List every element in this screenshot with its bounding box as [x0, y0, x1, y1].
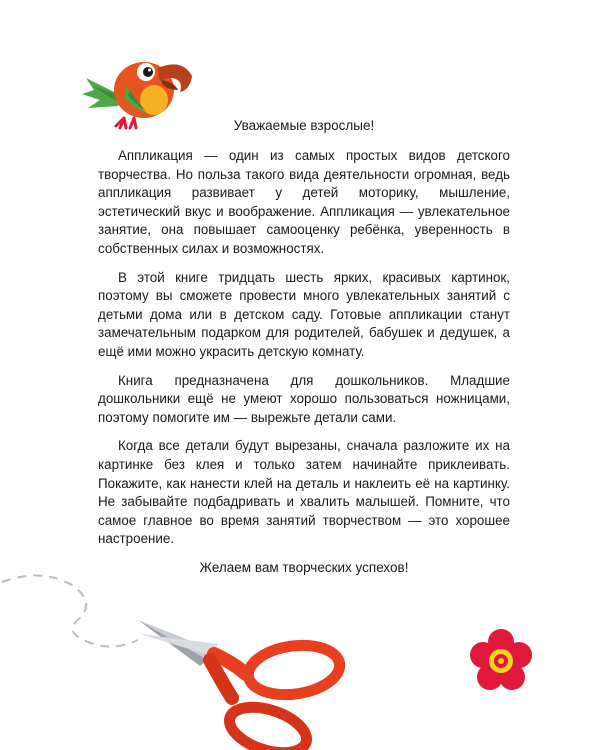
paragraph-1: Аппликация — один из самых простых видов детского творчества. Но польза такого вида деятельности огромная, ведь аппликация развивает у детей моторику, мышление, эстетический вкус и воображение. Аппликация — увлекательное занятие, она повышает самооценку ребёнка, уверенность в собственных силах и возможностях. [98, 148, 510, 256]
closing-line: Желаем вам творческих успехов! [199, 559, 409, 575]
text-block [98, 117, 510, 577]
paragraph-3: Книга предназначена для дошкольников. Младшие дошкольники ещё не умеют хорошо пользоваться ножницами, поэтому помогите им — вырежьте детали сами. [98, 372, 510, 425]
paragraph-4: Когда все детали будут вырезаны, сначала разложите их на картинке без клея и только затем начинайте приклеивать. Покажите, как нанести клей на деталь и наклеить её на картинку. Не забывайте подбадривать и хвалить малышей. Помните, что самое главное во время занятий творчеством — это хорошее настроение. [98, 438, 510, 547]
page-heading: Уважаемые взрослые! [233, 118, 375, 133]
paragraph-2: В этой книге тридцать шесть ярких, красивых картинок, поэтому вы сможете провести много увлекательных занятий с детьми дома или в детском саду. Готовые аппликации станут замечательным подарком для родителей, бабушек и дедушек, а ещё ими можно украсить детскую комнату. [98, 269, 510, 359]
scissors-icon [0, 570, 345, 750]
flower-icon [468, 628, 534, 694]
